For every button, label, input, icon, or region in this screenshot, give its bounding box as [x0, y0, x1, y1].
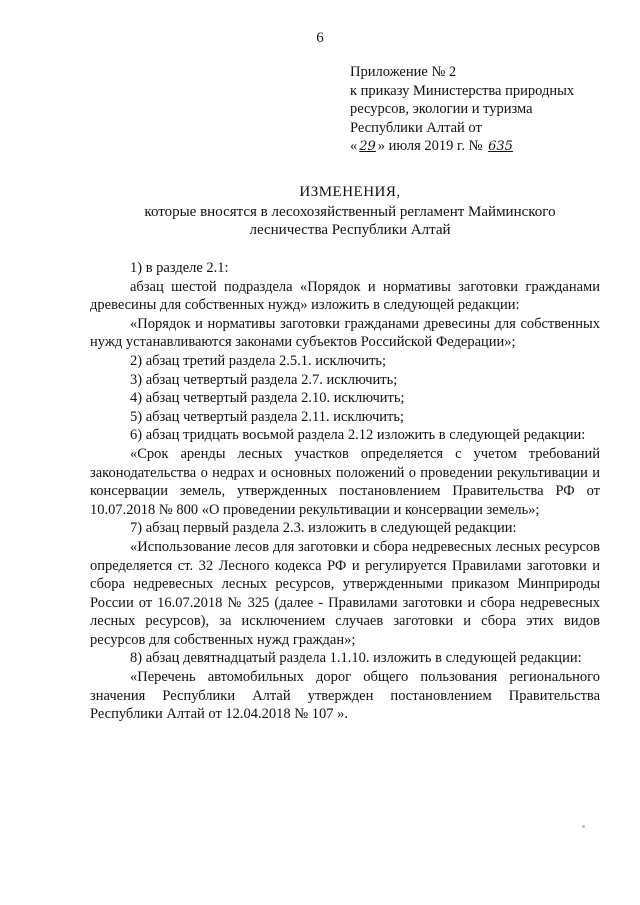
appendix-header: [350, 63, 574, 157]
document-body: [90, 259, 600, 724]
scan-speck: [582, 825, 585, 828]
page-number: 6: [316, 30, 324, 46]
paragraph-3: «Порядок и нормативы заготовки гражданами древесины для собственных нужд устанавливаются законами субъектов Российской Федерации»;: [90, 315, 600, 351]
paragraph-8: 6) абзац тридцать восьмой раздела 2.12 изложить в следующей редакции:: [130, 427, 586, 444]
appendix-line-3: ресурсов, экологии и туризма: [350, 101, 533, 117]
date-open-quote: «: [350, 138, 358, 154]
paragraph-6: 4) абзац четвертый раздела 2.10. исключить;: [130, 390, 405, 407]
title-subtitle-line-1: которые вносятся в лесохозяйственный регламент Майминского: [144, 203, 556, 220]
paragraph-9: «Срок аренды лесных участков определяется с учетом требований законодательства о недрах и основных положений о проведении рекультивации и консервации земель, утвержденных постановлением Правительства РФ от 10.07.2018 № 800 «О проведении рекультивации и консервации земель»;: [90, 445, 600, 518]
title-subtitle-line-2: лесничества Республики Алтай: [249, 222, 451, 238]
paragraph-5: 3) абзац четвертый раздела 2.7. исключить;: [130, 371, 398, 388]
appendix-date-line: [350, 137, 574, 157]
appendix-line-1: Приложение № 2: [350, 64, 457, 80]
paragraph-13: «Перечень автомобильных дорог общего пользования регионального значения Республики Алтай утвержден постановлением Правительства Республики Алтай от 12.04.2018 № 107 ».: [90, 669, 600, 723]
appendix-line-2: к приказу Министерства природных: [350, 82, 575, 99]
paragraph-11: «Использование лесов для заготовки и сбора недревесных лесных ресурсов определяется ст. 32 Лесного кодекса РФ и регулируется Правилами заготовки и сбора недревесных лесных ресурсов, утвержденными приказом Минприроды России от 16.07.2018 № 325 (далее - Правилами заготовки и сбора недревесных лесных ресурсов), за исключением случаев заготовки и сбора этих видов ресурсов для собственных нужд граждан»;: [90, 538, 600, 648]
handwritten-day: 29: [359, 139, 376, 154]
handwritten-order-number: 635: [488, 139, 513, 154]
paragraph-2: абзац шестой подраздела «Порядок и нормативы заготовки гражданами древесины для собственных нужд» изложить в следующей редакции:: [90, 278, 600, 314]
appendix-line-4: Республики Алтай от: [350, 119, 482, 136]
title-heading: ИЗМЕНЕНИЯ,: [299, 184, 401, 200]
paragraph-4: 2) абзац третий раздела 2.5.1. исключить;: [130, 352, 387, 369]
paragraph-12: 8) абзац девятнадцатый раздела 1.1.10. изложить в следующей редакции:: [130, 650, 582, 667]
paragraph-10: 7) абзац первый раздела 2.3. изложить в следующей редакции:: [130, 520, 517, 537]
document-title: [90, 183, 610, 240]
paragraph-7: 5) абзац четвертый раздела 2.11. исключить;: [130, 408, 404, 425]
paragraph-1: 1) в разделе 2.1:: [130, 260, 229, 276]
date-rest: » июля 2019 г. №: [377, 138, 487, 154]
